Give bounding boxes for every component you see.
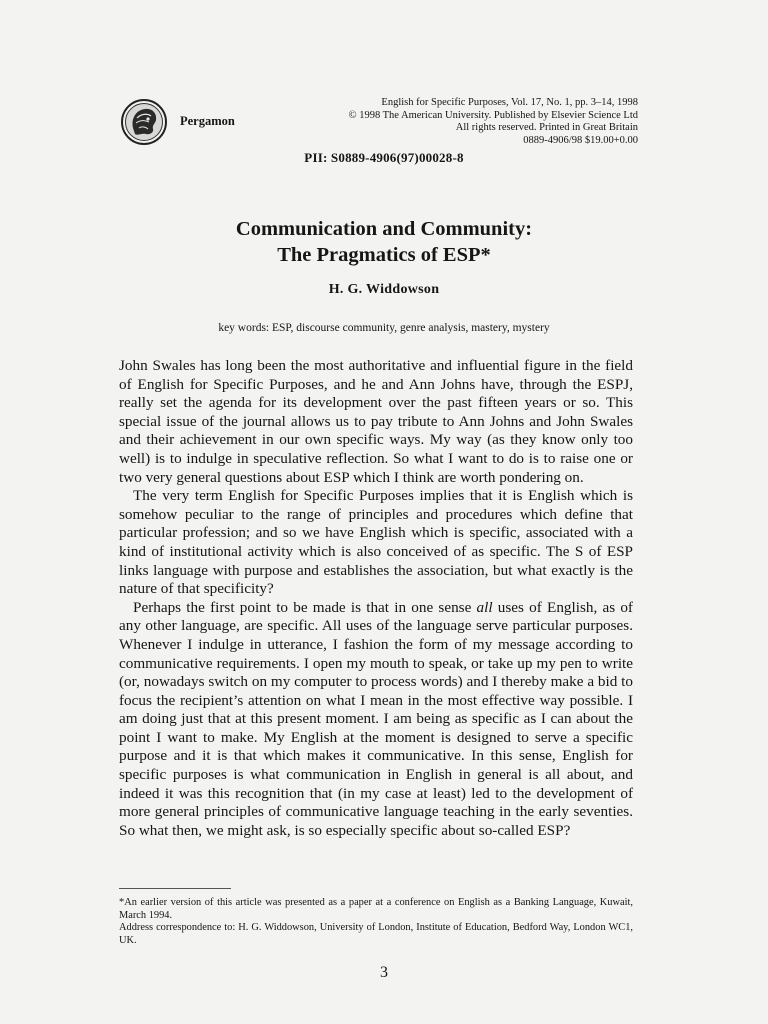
pergamon-logo-icon (119, 98, 169, 146)
journal-line: English for Specific Purposes, Vol. 17, No. 1, pp. 3–14, 1998 (381, 97, 638, 108)
paragraph-3 (119, 599, 633, 841)
paragraph-2: The very term English for Specific Purposes implies that it is English which is somehow peculiar to the range of principles and procedures which define that particular profession; and so we have English which is specific, associated with a kind of institutional activity which is also conceived of as specific. The S of ESP links language with purpose and establishes the association, but what exactly is the nature of that specificity? (119, 487, 633, 598)
body-text (119, 357, 633, 840)
footnote-2: Address correspondence to: H. G. Widdowson, University of London, Institute of Education, Bedford Way, London WC1, UK. (119, 922, 633, 946)
footnote-1: *An earlier version of this article was presented as a paper at a conference on English as a Banking Language, Kuwait, March 1994. (119, 897, 633, 921)
journal-line: © 1998 The American University. Published by Elsevier Science Ltd (348, 109, 638, 121)
page-number: 3 (380, 964, 388, 981)
article-title (0, 216, 768, 268)
journal-citation (349, 97, 638, 147)
publisher-name: Pergamon (180, 114, 235, 128)
paragraph-1: John Swales has long been the most authoritative and influential figure in the field of English for Specific Purposes, and he and Ann Johns have, through the ESPJ, really set the agenda for its development over the past fifteen years or so. This special issue of the journal allows us to pay tribute to Ann Johns and John Swales and their achievement in our own specific ways. My way (as they know only too well) is to indulge in speculative reflection. So what I want to do is to raise one or two very general questions about ESP which I think are worth pondering on. (119, 357, 633, 486)
paragraph-3-rest: uses of English, as of any other language, are specific. All uses of the language serve particular purposes. Whenever I indulge in utterance, I fashion the form of my message according to communicative requirements. I open my mouth to speak, or take up my pen to write (or, nowadays switch on my computer to process words) and I thereby make a bid to focus the recipient’s attention on what I mean in the most effective way possible. I am doing just that at this present moment. I am being as specific as I can about the point I want to make. My English at the moment is designed to serve a specific purpose and it is that which makes it communicative. In this sense, English for specific purposes is what communication in English in general is all about, and indeed it was this recognition that (in my case at least) led to the development of more general principles of communicative language teaching in the early seventies. So what then, we might ask, is so especially specific about so-called ESP? (119, 598, 633, 839)
footnotes (119, 897, 633, 947)
paragraph-3-start: Perhaps the first point to be made is that in one sense (133, 598, 477, 616)
pii-identifier: PII: S0889-4906(97)00028-8 (304, 150, 464, 165)
keywords: key words: ESP, discourse community, genre analysis, mastery, mystery (218, 322, 550, 334)
title-line-2: The Pragmatics of ESP* (277, 244, 491, 266)
emphasis-all: all (476, 598, 493, 616)
journal-line: All rights reserved. Printed in Great Britain (455, 122, 638, 133)
journal-line: 0889-4906/98 $19.00+0.00 (523, 134, 638, 146)
footnote-divider (119, 888, 231, 889)
title-line-1: Communication and Community: (235, 218, 533, 240)
author-name: H. G. Widdowson (328, 282, 440, 297)
